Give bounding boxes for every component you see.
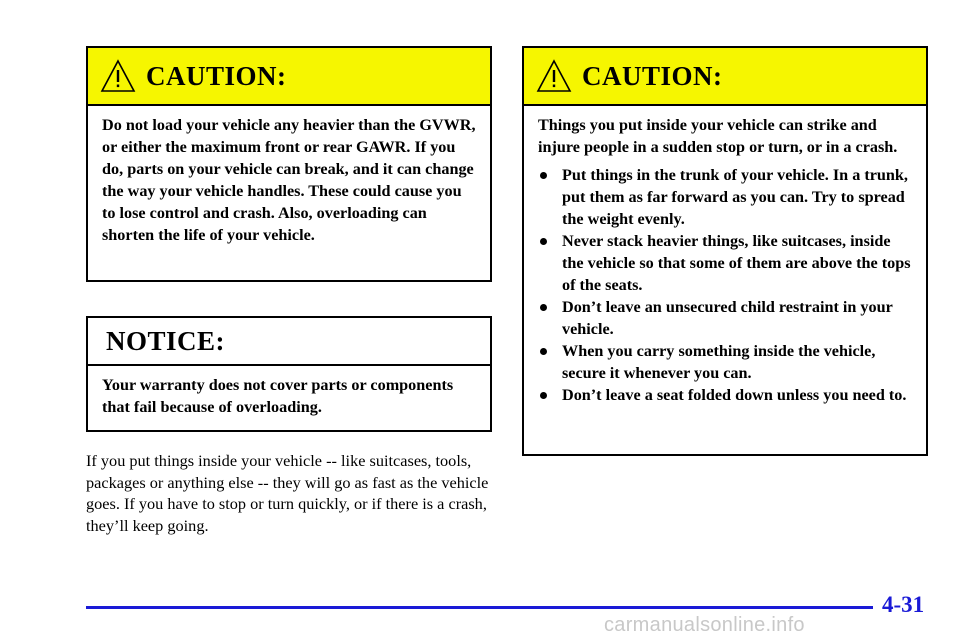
list-item: Never stack heavier things, like suitcases, inside the vehicle so that some of them are above the tops of the seats.: [538, 230, 912, 296]
page-number: 4-31: [882, 592, 925, 617]
body-paragraph: If you put things inside your vehicle -- like suitcases, tools, packages or anything else -- they will go as fast as the vehicle goes. If you have to stop or turn quickly, or if there is a crash, they’ll keep going.: [86, 451, 489, 535]
caution-box-left: [86, 46, 492, 282]
warning-triangle-icon: [100, 59, 136, 93]
caution-heading-right: CAUTION:: [582, 60, 723, 91]
notice-heading: NOTICE:: [106, 325, 226, 356]
caution-header-left: [88, 48, 490, 106]
notice-header: [88, 318, 490, 366]
watermark-text: carmanualsonline.info: [604, 614, 805, 636]
footer-rule: [86, 606, 873, 609]
list-item: Don’t leave an unsecured child restraint in your vehicle.: [538, 296, 912, 340]
notice-text: Your warranty does not cover parts or components that fail because of overloading.: [102, 376, 454, 416]
caution-bullet-list: [538, 164, 912, 406]
list-item: Don’t leave a seat folded down unless you need to.: [538, 384, 912, 406]
warning-triangle-icon: [536, 59, 572, 93]
caution-intro-right: Things you put inside your vehicle can strike and injure people in a sudden stop or turn, or in a crash.: [538, 116, 898, 156]
caution-body-left: [88, 106, 490, 246]
caution-heading-left: CAUTION:: [146, 60, 287, 91]
caution-body-right: [524, 106, 926, 406]
list-item: Put things in the trunk of your vehicle. In a trunk, put them as far forward as you can. Try to spread the weight evenly.: [538, 164, 912, 230]
list-item: When you carry something inside the vehicle, secure it whenever you can.: [538, 340, 912, 384]
caution-header-right: [524, 48, 926, 106]
caution-box-right: [522, 46, 928, 456]
notice-body: [88, 366, 490, 418]
notice-box: [86, 316, 492, 432]
caution-text-left: Do not load your vehicle any heavier than the GVWR, or either the maximum front or rear GAWR. If you do, parts on your vehicle can break, and it can change the way your vehicle handles. These could cause you to lose control and crash. Also, overloading can shorten the life of your vehicle.: [102, 116, 476, 244]
